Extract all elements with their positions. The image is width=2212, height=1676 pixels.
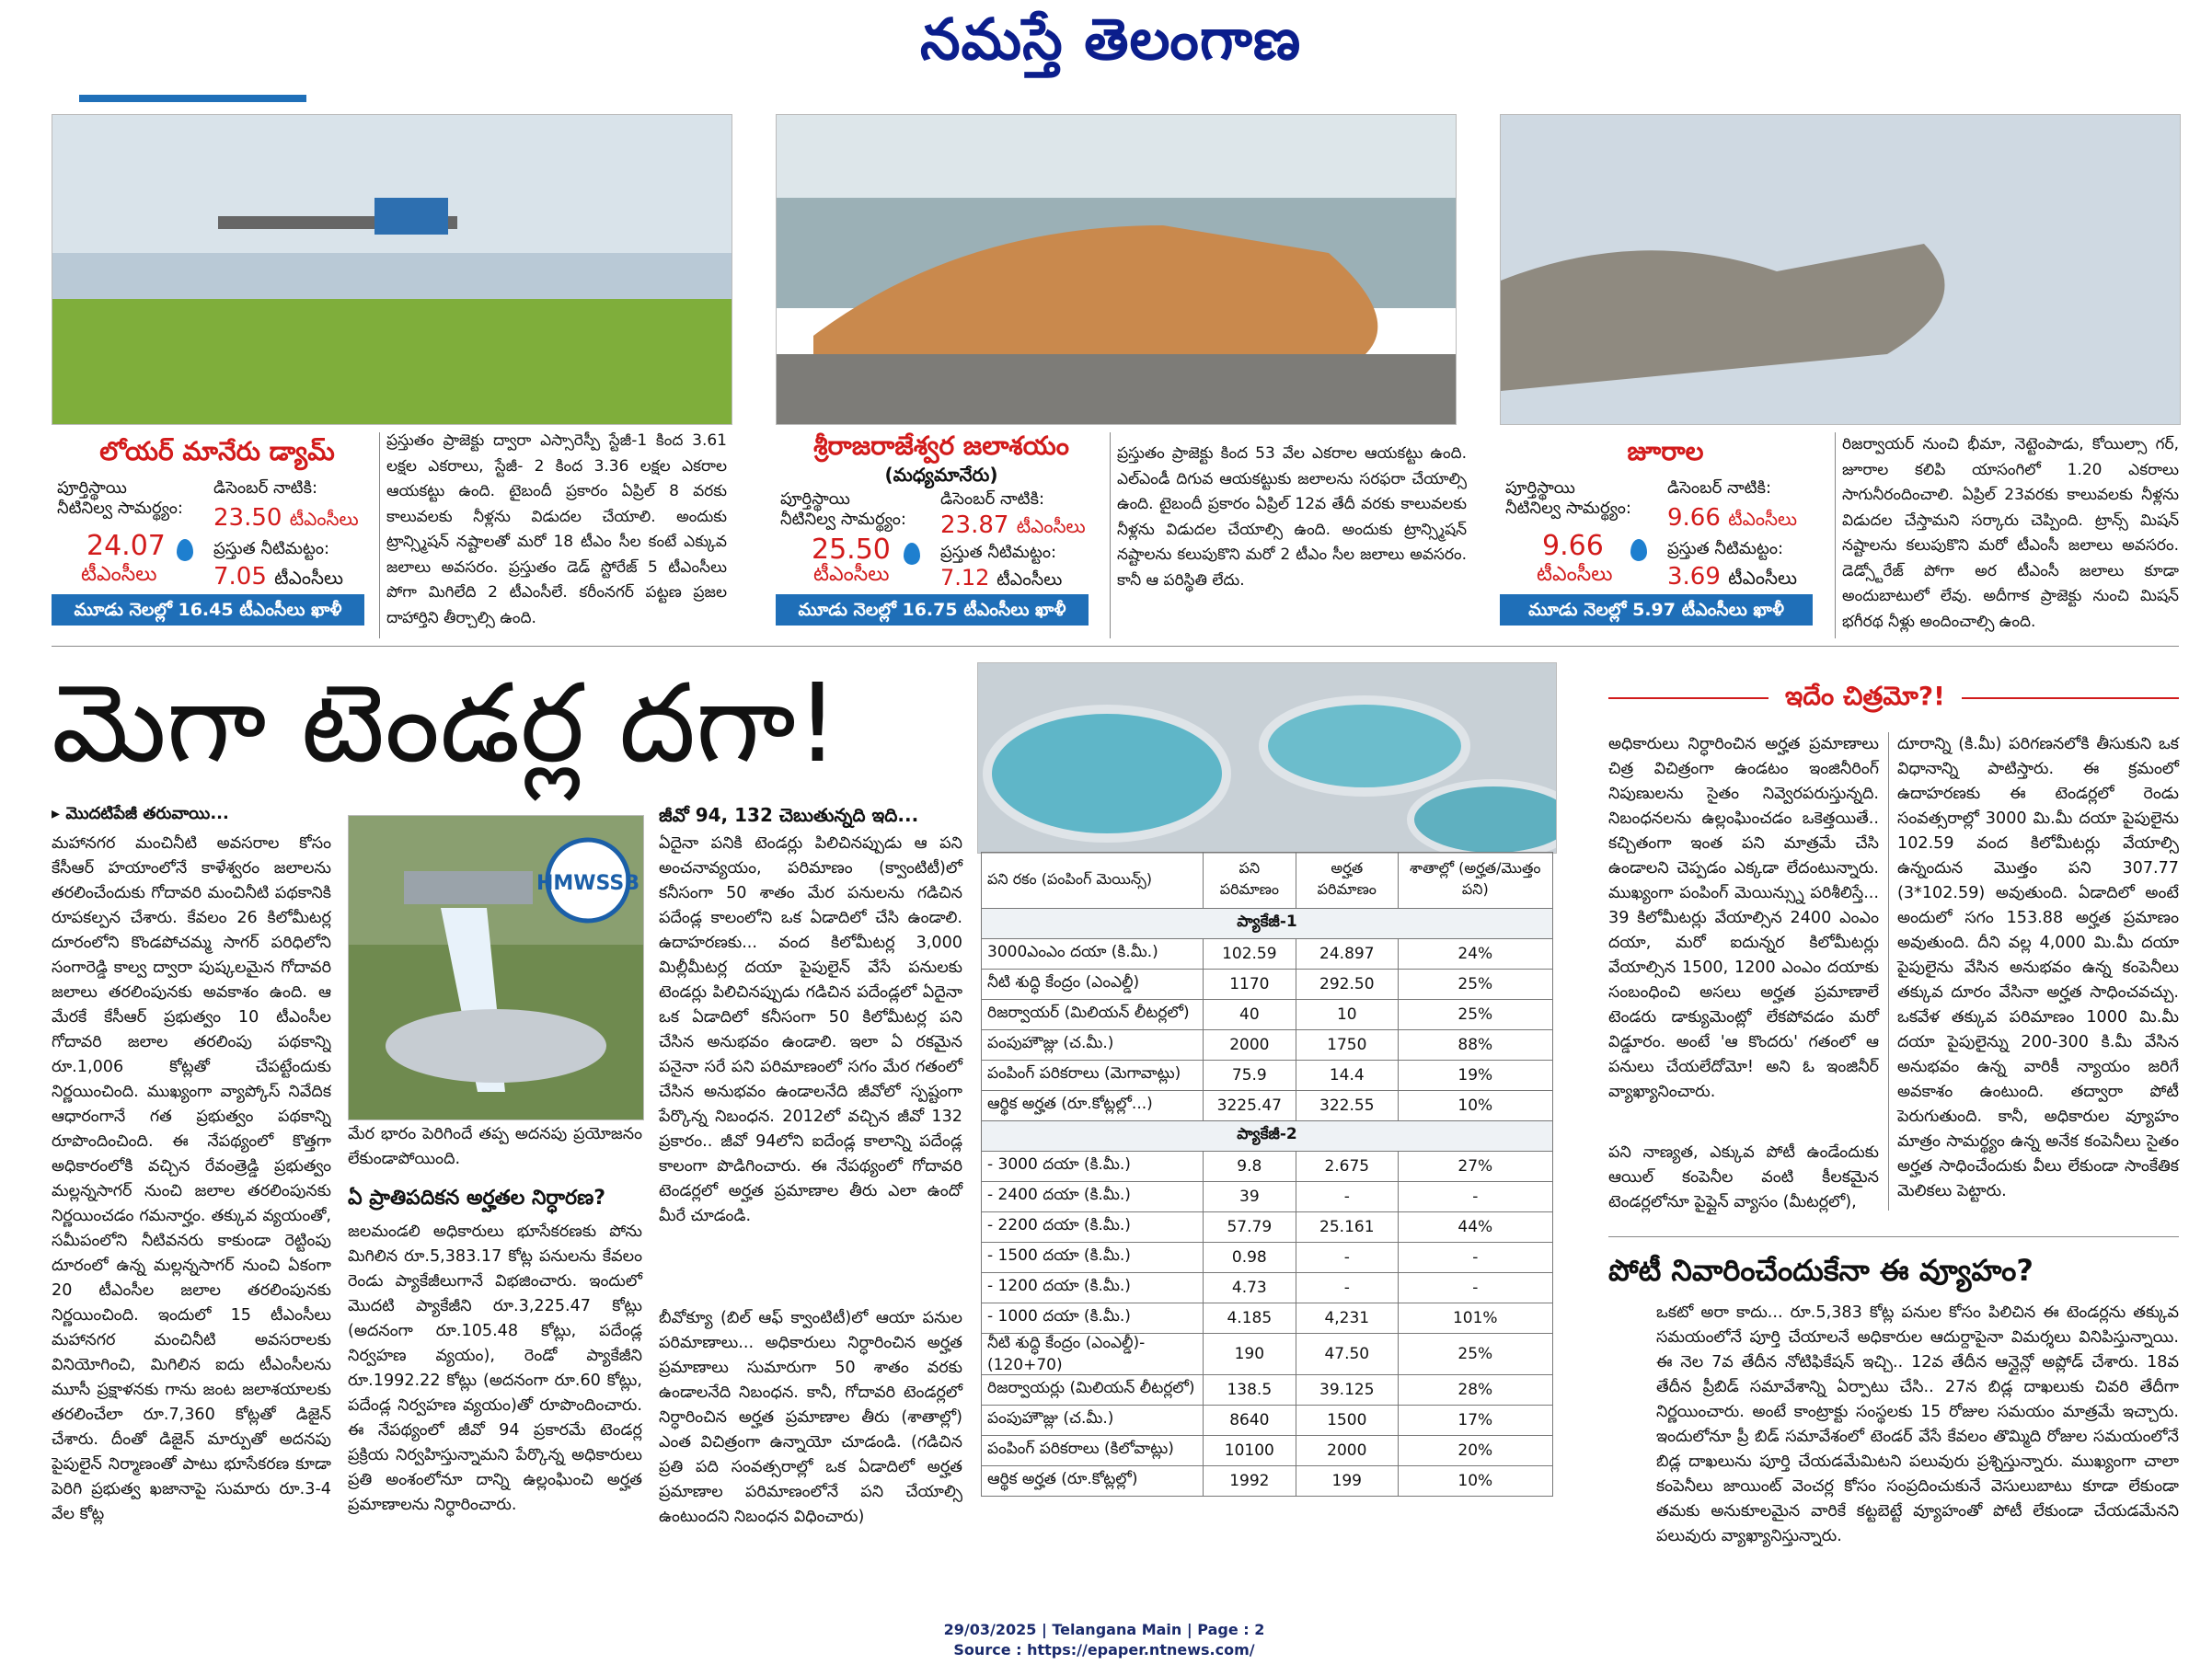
col3-text-2: బీవోక్యూ (బిల్ ఆఫ్ క్వాంటిటీ)లో ఆయా పనుల పరిమాణాలు... అధికారులు నిర్ధారించిన అర్హత ప్రమాణాలు సుమారుగా 50 శాతం వరకు ఉండాలనేది నిబంధన. కానీ, గోదావరి టెండర్లలో నిర్ధారించిన అర్హత ప్రమాణాల తీరు (శాతాల్లో) ఎంత విచిత్రంగా ఉన్నాయో చూడండి. (గడిచిన ప్రతి పది సంవత్సరాల్లో ఒక ఏడాదిలో అర్హత ప్రమాణాల పరిమాణంలోనే పని చేయాల్సి ఉంటుందని నిబంధన విధించారు)	[659, 1309, 962, 1526]
reservoir-1-name: లోయర్ మానేరు డ్యామ్	[99, 436, 335, 466]
table-row	[982, 1212, 1553, 1243]
table-header-row	[982, 853, 1553, 909]
section-divider	[1608, 697, 1768, 699]
table-row	[982, 1436, 1553, 1466]
table-cell: 44%	[1398, 1212, 1552, 1243]
reservoir-3-cur-unit: టీఎంసీలు	[1728, 567, 1798, 589]
table-cell: 25%	[1398, 1334, 1552, 1375]
table-row	[982, 1061, 1553, 1091]
reservoir-3-full-label-2: నీటినిల్వ సామర్థ్యం:	[1505, 499, 1631, 518]
reservoir-2-dec	[940, 511, 1086, 542]
table-cell: 75.9	[1203, 1061, 1296, 1091]
reservoir-3-dec-unit: టీఎంసీలు	[1728, 508, 1798, 530]
table-cell: 25%	[1398, 1000, 1552, 1030]
table-cell: 102.59	[1203, 939, 1296, 970]
reservoir-2-full-label-2: నీటినిల్వ సామర్థ్యం:	[780, 510, 906, 529]
table-cell: - 1000 దయా (కి.మీ.)	[982, 1303, 1204, 1334]
table-cell: 25.161	[1296, 1212, 1399, 1243]
reservoir-1-text: ప్రస్తుతం ప్రాజెక్టు ద్వారా ఎస్సారెస్పీ స్టేజీ-1 కింద 3.61 లక్షల ఎకరాలు, స్టేజీ- 2 కింద 3.36 లక్షల ఎకరాల ఆయకట్టు ఉంది. టైబందీ ప్రకారం ఏప్రిల్ 8 వరకు కాలువలకు నీళ్లను విడుదల చేయాలి. అందుకు ట్రాన్స్మిషన్ నష్టాలతో మరో 18 టీఎం సీల కంటే ఎక్కువ జలాలు అవసరం. ప్రస్తుతం డెడ్ స్టోరేజ్ 5 టీఎంసీలు పోగా మిగిలేది 2 టీఎంసీలే. కరీంనగర్ పట్టణ ప్రజల దాహార్తిని తీర్చాల్సి ఉంది.	[386, 431, 727, 627]
divider	[1835, 432, 1836, 638]
continued-label	[52, 804, 229, 827]
table-cell: 28%	[1398, 1375, 1552, 1406]
reservoir-3-full-unit: టీఎంసీలు	[1537, 563, 1613, 586]
table-package-row	[982, 909, 1553, 939]
table-cell: 2000	[1296, 1436, 1399, 1466]
divider	[1888, 732, 1889, 1211]
table-cell: 24%	[1398, 939, 1552, 970]
table-cell: 24.897	[1296, 939, 1399, 970]
table-cell: 2000	[1203, 1030, 1296, 1061]
table-package-label: ప్యాకేజీ-2	[982, 1121, 1553, 1152]
table-cell: 25%	[1398, 970, 1552, 1000]
reservoir-3-name: జూరాల	[1627, 436, 1704, 466]
col2-heading: ఏ ప్రాతిపదికన అర్హతల నిర్ధారణ?	[348, 1187, 606, 1210]
right-heading: పోటీ నివారించేందుకేనా ఈ వ్యూహం?	[1608, 1253, 2033, 1288]
reservoir-3-full-value: 9.66	[1542, 530, 1604, 562]
table-cell: 9.8	[1203, 1152, 1296, 1182]
reservoir-1-dec-value: 23.50	[213, 504, 282, 532]
table-cell: - 1500 దయా (కి.మీ.)	[982, 1243, 1204, 1273]
table-row	[982, 1152, 1553, 1182]
table-cell: 322.55	[1296, 1091, 1399, 1121]
table-cell: 10	[1296, 1000, 1399, 1030]
svg-text:HMWSSB: HMWSSB	[536, 872, 640, 895]
table-cell: 199	[1296, 1466, 1399, 1497]
table-row	[982, 1243, 1553, 1273]
reservoir-1-full-label-1: పూర్తిస్థాయి	[57, 478, 127, 498]
table-cell: -	[1296, 1273, 1399, 1303]
table-row	[982, 1334, 1553, 1375]
table-cell: 1992	[1203, 1466, 1296, 1497]
table-cell: 1170	[1203, 970, 1296, 1000]
right-col1-text: అధికారులు నిర్ధారించిన అర్హత ప్రమాణాలు చిత్ర విచిత్రంగా ఉండటం ఇంజినీరింగ్ నిపుణులను సైతం నివ్వెరపరుస్తున్నది. నిబంధనలను ఉల్లంఘించడం ఒకెత్తయితే.. కచ్చితంగా ఇంత పని మాత్రమే చేసి ఉండాలని చెప్పడం ఎక్కడా లేదంటున్నారు. ముఖ్యంగా పంపింగ్ మెయిన్స్ను పరిశీలిస్తే... 39 కిలోమీటర్లు వేయాల్సిన 2400 ఎంఎం దయా, మరో ఐదున్నర కిలోమీటర్లు వేయాల్సిన 1500, 1200 ఎంఎం దయాకు సంబంధించి అసలు అర్హత ప్రమాణాలే టెండరు డాక్యుమెంట్లో లేకపోవడం మరో విడ్డూరం. అంటే 'ఆ కొందరు' గతంలో ఆ పనులు చేయలేదోమో! అని ఓ ఇంజినీర్ వ్యాఖ్యానించారు.	[1608, 735, 1879, 1101]
right-col2-text: దూరాన్ని (కి.మీ) పరిగణనలోకి తీసుకుని ఒక విధానాన్ని పాటిస్తారు. ఈ క్రమంలో ఉదాహరణకు ఈ టెండర్లలో రెండు సంవత్సరాల్లో 3000 మి.మీ దయా పైపులైను 102.59 వంద కిలోమీటర్లు వేయాల్సి ఉన్నందున మొత్తం పని 307.77 (3*102.59) అవుతుంది. ఏడాదిలో అంటే అందులో సగం 153.88 అర్హత ప్రమాణం అవుతుంది. దీని వల్ల 4,000 మి.మీ దయా పైపులైను వేసిన అనుభవం ఉన్న కంపెనీలు తక్కువ దూరం వేసినా అర్హత సాధించవచ్చు. ఒకవేళ తక్కువ పరిమాణం 1000 మి.మీ దయా పైపులైన్ను 200-300 కి.మీ వేసిన అనుభవం ఉన్న వారికీ న్యాయం జరిగే అవకాశం ఉంటుంది. తద్వారా పోటీ పెరుగుతుంది. కానీ, అధికారుల వ్యూహం మాత్రం సామర్థ్యం ఉన్న అనేక కంపెనీలు సైతం అర్హత సాధించేందుకు వీలు లేకుండా సాంకేతిక మెలికలు పెట్టారు.	[1897, 735, 2179, 1200]
reservoir-2-full-label-1: పూర్తిస్థాయి	[780, 489, 850, 509]
table-cell: పని రకం (పంపింగ్ మెయిన్స్)	[982, 853, 1204, 909]
table-cell: 88%	[1398, 1030, 1552, 1061]
water-drop-icon	[1630, 539, 1647, 561]
table-cell: -	[1398, 1182, 1552, 1212]
eligibility-table	[981, 852, 1553, 1497]
table-cell: - 3000 దయా (కి.మీ.)	[982, 1152, 1204, 1182]
reservoir-2-full-label	[780, 489, 906, 530]
reservoir-2-dec-value: 23.87	[940, 511, 1009, 539]
table-cell: - 2200 దయా (కి.మీ.)	[982, 1212, 1204, 1243]
table-cell: పని పరిమాణం	[1203, 853, 1296, 909]
reservoir-1-full-label	[57, 478, 183, 519]
water-tap-photo	[348, 815, 644, 1120]
reservoir-3-full-label	[1505, 478, 1631, 519]
table-cell: -	[1296, 1182, 1399, 1212]
masthead: నమస్తే తెలంగాణ	[920, 6, 1302, 73]
headline: మెగా టెండర్ల దగా!	[52, 660, 840, 786]
table-cell: 4.73	[1203, 1273, 1296, 1303]
table-cell: -	[1296, 1243, 1399, 1273]
reservoir-2-sub: (మధ్యమానేరు)	[884, 464, 998, 486]
reservoir-3-strip: మూడు నెలల్లో 5.97 టీఎంసీలు ఖాళీ	[1500, 594, 1813, 626]
reservoir-1-cur-label: ప్రస్తుత నీటిమట్టం:	[213, 539, 330, 558]
table-cell: 3000ఎంఎం దయా (కి.మీ.)	[982, 939, 1204, 970]
reservoir-1-full-label-2: నీటినిల్వ సామర్థ్యం:	[57, 499, 183, 518]
table-cell: 57.79	[1203, 1212, 1296, 1243]
table-cell: శాతాల్లో (అర్హత/మొత్తం పని)	[1398, 853, 1552, 909]
reservoir-3-cur-value: 3.69	[1667, 563, 1721, 591]
table-row	[982, 1375, 1553, 1406]
reservoir-photo-2	[776, 114, 1457, 425]
table-cell: - 1200 దయా (కి.మీ.)	[982, 1273, 1204, 1303]
reservoir-1-dec-unit: టీఎంసీలు	[289, 508, 359, 530]
table-cell: పంపింగ్ పరికరాలు (కిలోవాట్లు)	[982, 1436, 1204, 1466]
table-cell: 8640	[1203, 1406, 1296, 1436]
reservoir-3-dec	[1667, 504, 1797, 534]
table-cell: 0.98	[1203, 1243, 1296, 1273]
reservoir-3-cur	[1667, 563, 1797, 593]
reservoir-1-dec-label: డిసెంబర్ నాటికి:	[213, 478, 318, 498]
table-cell: అర్హత పరిమాణం	[1296, 853, 1399, 909]
table-cell: 190	[1203, 1334, 1296, 1375]
table-row	[982, 1273, 1553, 1303]
reservoir-3-text: రిజర్వాయర్ నుంచి భీమా, నెట్టెంపాడు, కోయిల్సా గర్, జూరాల కలిపి యాసంగిలో 1.20 ఎకరాలు సాగునీరందించాలి. ఏప్రిల్ 23వరకు కాలువలకు నీళ్లను విడుదల చేస్తామని సర్కారు చెప్పింది. ట్రాన్స్ మిషన్ నష్టాలను కలుపుకొని మరో టీఎంసీ జలాలు అవసరం. డెడ్స్టోరేజ్ పోగా అర టీఎంసీ జలాలు కూడా అందుబాటులో లేవు. అదీగాక ప్రాజెక్టు నుంచి మిషన్ భగీరథ నీళ్లు అందించాల్సి ఉంది.	[1842, 435, 2179, 631]
water-drop-icon	[177, 539, 193, 561]
reservoir-3-dec-value: 9.66	[1667, 504, 1721, 532]
col1-text: మహానగర మంచినీటి అవసరాల కోసం కేసీఆర్ హయాంలోనే కాళేశ్వరం జలాలను తరలించేందుకు గోదావరి మంచినీటి పథకానికి రూపకల్పన చేశారు. కేవలం 26 కిలోమీటర్ల దూరంలోని కొండపోచమ్మ సాగర్ పరిధిలోని సంగారెడ్డి కాల్వ ద్వారా పుష్కలమైన గోదావరి జలాలు తరలింపునకు అవకాశం ఉంది. ఆ మేరకే కేసీఆర్ ప్రభుత్వం 10 టీఎంసీల గోదావరి జలాల తరలింపు పథకాన్ని రూ.1,006 కోట్లతో చేపట్టేందుకు నిర్ణయించింది. ముఖ్యంగా వ్యాప్కోస్ నివేదిక ఆధారంగానే గత ప్రభుత్వం పథకాన్ని రూపొందించింది. ఈ నేపథ్యంలో కొత్తగా అధికారంలోకి వచ్చిన రేవంత్రెడ్డి ప్రభుత్వం మల్లన్నసాగర్ నుంచి జలాల తరలింపునకు నిర్ణయించడం గమనార్హం. తక్కువ వ్యయంతో, సమీపంలోని నీటివనరు కాకుండా రెట్టింపు దూరంలో ఉన్న మల్లన్నసాగర్ నుంచి ఏకంగా 20 టీఎంసీల జలాల తరలింపునకు నిర్ణయించింది. ఇందులో 15 టీఎంసీలు మహానగర మంచినీటి అవసరాలకు వినియోగించి, మిగిలిన ఐదు టీఎంసీలను మూసీ ప్రక్షాళనకు గాను జంట జలాశయాలకు తరలించేలా రూ.7,360 కోట్లతో డిజైన్ చేశారు. దీంతో డిజైన్ మార్పుతో అదనపు పైపులైన్ నిర్మాణంతో పాటు భూసేకరణ కూడా పెరిగి ప్రభుత్వ ఖజానాపై సుమారు రూ.3-4 వేల కోట్ల	[52, 834, 331, 1523]
table-cell: రిజర్వాయర్ (మిలియన్ లీటర్లలో)	[982, 1000, 1204, 1030]
table-cell: 1750	[1296, 1030, 1399, 1061]
table-cell: 1500	[1296, 1406, 1399, 1436]
table-package-row	[982, 1121, 1553, 1152]
reservoir-2-cur	[940, 565, 1062, 594]
table-cell: పంపింగ్ పరికరాలు (మెగావాట్లు)	[982, 1061, 1204, 1091]
table-cell: 292.50	[1296, 970, 1399, 1000]
footer-date: 29/03/2025 | Telangana Main | Page : 2	[943, 1621, 1265, 1638]
reservoir-2-text: ప్రస్తుతం ప్రాజెక్టు కింద 53 వేల ఎకరాల ఆయకట్టు ఉంది. ఎల్ఎండీ దిగువ ఆయకట్టుకు జలాలను సరఫరా చేయాల్సి ఉంది. టైబందీ ప్రకారం ఏప్రిల్ 12వ తేదీ వరకు కాలువలకు నీళ్లను విడుదల చేయాల్సి ఉంది. అందుకు ట్రాన్స్మిషన్ నష్టాలను కలుపుకొని మరో 2 టీఎం సీల జలాలు అవసరం. కానీ ఆ పరిస్థితి లేదు.	[1117, 444, 1467, 590]
reservoir-2-dec-label: డిసెంబర్ నాటికి:	[940, 489, 1045, 509]
table-row	[982, 1091, 1553, 1121]
table-row	[982, 1466, 1553, 1497]
reservoir-1-full-unit: టీఎంసీలు	[81, 563, 157, 586]
right-label: ఇదేం చిత్రమో?!	[1785, 681, 1945, 711]
table-cell: పంపుహౌజ్లు (చ.మీ.)	[982, 1030, 1204, 1061]
footer-source: Source : https://epaper.ntnews.com/	[953, 1641, 1255, 1659]
table-row	[982, 939, 1553, 970]
section-divider	[52, 646, 2179, 647]
chevron-right-icon: ▸	[52, 804, 66, 823]
divider	[1110, 432, 1111, 638]
table-cell: నీటి శుద్ధి కేంద్రం (ఎంఎల్డీ)	[982, 970, 1204, 1000]
col2-text: జలమండలి అధికారులు భూసేకరణకు పోను మిగిలిన రూ.5,383.17 కోట్ల పనులను కేవలం రెండు ప్యాకేజీలుగానే విభజించారు. ఇందులో మొదటి ప్యాకేజీని రూ.3,225.47 కోట్లు (అదనంగా రూ.105.48 కోట్లు, పదేండ్ల నిర్వహణ వ్యయం), రెండో ప్యాకేజీని రూ.1992.22 కోట్లు (అదనంగా రూ.60 కోట్లు, పదేండ్ల నిర్వహణ వ్యయం)తో రూపొందించారు. ఈ నేపథ్యంలో జీవో 94 ప్రకారమే టెండర్ల ప్రక్రియ నిర్వహిస్తున్నామని పేర్కొన్న అధికారులు ప్రతి అంశంలోనూ దాన్ని ఉల్లంఘించి అర్హత ప్రమాణాలను నిర్ధారించారు.	[348, 1223, 642, 1514]
table-cell: 47.50	[1296, 1334, 1399, 1375]
section-divider	[1608, 1236, 2179, 1237]
reservoir-1-cur	[213, 563, 343, 593]
reservoir-1-dec	[213, 504, 359, 534]
reservoir-3-dec-label: డిసెంబర్ నాటికి:	[1667, 478, 1772, 498]
table-row	[982, 970, 1553, 1000]
table-cell: 2.675	[1296, 1152, 1399, 1182]
table-cell: ఆర్థిక అర్హత (రూ.కోట్లల్లో)	[982, 1466, 1204, 1497]
eligibility-table-grid	[981, 852, 1553, 1497]
reservoir-3-full-label-1: పూర్తిస్థాయి	[1505, 478, 1575, 498]
table-cell: -	[1398, 1273, 1552, 1303]
table-cell: 40	[1203, 1000, 1296, 1030]
table-cell: 4.185	[1203, 1303, 1296, 1334]
reservoir-photo-1	[52, 114, 732, 425]
section-divider	[1962, 697, 2179, 699]
table-cell: 10100	[1203, 1436, 1296, 1466]
right-col1b-text: పని నాణ్యత, ఎక్కువ పోటీ ఉండేందుకు ఆయిల్ కంపెనీల వంటి కీలకమైన టెండర్లలోనూ పైప్లైన్ వ్యాసం (మీటర్లలో),	[1608, 1143, 1879, 1211]
table-cell: 101%	[1398, 1303, 1552, 1334]
reservoir-1-full-value: 24.07	[86, 530, 166, 562]
reservoir-2-full-unit: టీఎంసీలు	[813, 563, 890, 586]
reservoir-photo-3	[1500, 114, 2181, 425]
table-cell: -	[1398, 1243, 1552, 1273]
water-treatment-photo	[977, 662, 1557, 854]
table-row	[982, 1182, 1553, 1212]
reservoir-2-cur-value: 7.12	[940, 565, 990, 591]
divider	[379, 432, 380, 638]
table-cell: 19%	[1398, 1061, 1552, 1091]
table-cell: 4,231	[1296, 1303, 1399, 1334]
reservoir-1-strip: మూడు నెలల్లో 16.45 టీఎంసీలు ఖాళీ	[52, 594, 364, 626]
reservoir-1-cur-value: 7.05	[213, 563, 267, 591]
table-cell: నీటి శుద్ధి కేంద్రం (ఎంఎల్డీ)-(120+70)	[982, 1334, 1204, 1375]
table-cell: 27%	[1398, 1152, 1552, 1182]
table-row	[982, 1406, 1553, 1436]
table-row	[982, 1030, 1553, 1061]
table-cell: పంపుహౌజ్లు (చ.మీ.)	[982, 1406, 1204, 1436]
table-cell: ఆర్థిక అర్హత (రూ.కోట్లల్లో...)	[982, 1091, 1204, 1121]
table-cell: రిజర్వాయర్లు (మిలియన్ లీటర్లలో)	[982, 1375, 1204, 1406]
table-row	[982, 1303, 1553, 1334]
table-cell: 138.5	[1203, 1375, 1296, 1406]
water-drop-icon	[904, 543, 920, 565]
reservoir-2-cur-unit: టీఎంసీలు	[997, 569, 1063, 590]
table-cell: 20%	[1398, 1436, 1552, 1466]
reservoir-2-name: శ్రీరాజరాజేశ్వర జలాశయం	[813, 430, 1069, 461]
reservoir-2-strip: మూడు నెలల్లో 16.75 టీఎంసీలు ఖాళీ	[776, 594, 1089, 626]
col3-text: ఏదైనా పనికి టెండర్లు పిలిచినప్పుడు ఆ పని అంచనావ్యయం, పరిమాణం (క్వాంటిటీ)లో కనీసంగా 50 శాతం మేర పనులను గడిచిన పదేండ్ల కాలంలోని ఒక ఏడాదిలో చేసి ఉండాలి. ఉదాహరణకు... వంద కిలోమీటర్ల 3,000 మిల్లీమీటర్ల దయా పైపులైన్ వేసే పనులకు టెండర్లు పిలిచినప్పుడు గడిచిన పదేండ్లలో ఏదైనా ఒక ఏడాదిలో కనీసంగా 50 కిలోమీటర్ల పని చేసిన అనుభవం ఉండాలి. ఇలా ఏ రకమైన పనైనా సరే పని పరిమాణంలో సగం మేర గతంలో చేసిన అనుభవం ఉండాలనేది జీవోలో స్పష్టంగా పేర్కొన్న నిబంధన. 2012లో వచ్చిన జీవో 132 ప్రకారం.. జీవో 94లోని ఐదేండ్ల కాలాన్ని పదేండ్ల కాలంగా పొడిగించారు. ఈ నేపథ్యంలో గోదావరి టెండర్లలో అర్హత ప్రమాణాల తీరు ఎలా ఉందో మీరే చూడండి.	[659, 834, 962, 1225]
table-cell: 14.4	[1296, 1061, 1399, 1091]
table-cell: 17%	[1398, 1406, 1552, 1436]
col3-heading: జీవో 94, 132 చెబుతున్నది ఇది...	[659, 804, 919, 826]
table-package-label: ప్యాకేజీ-1	[982, 909, 1553, 939]
col2-top-text: మేర భారం పెరిగిందే తప్ప అదనపు ప్రయోజనం లేకుండాపోయింది.	[348, 1125, 642, 1168]
reservoir-3-cur-label: ప్రస్తుత నీటిమట్టం:	[1667, 539, 1784, 558]
masthead-accent-bar	[79, 95, 306, 102]
table-row	[982, 1000, 1553, 1030]
table-cell: 39.125	[1296, 1375, 1399, 1406]
table-cell: - 2400 దయా (కి.మీ.)	[982, 1182, 1204, 1212]
reservoir-1-cur-unit: టీఎంసీలు	[274, 567, 344, 589]
table-cell: 10%	[1398, 1466, 1552, 1497]
reservoir-2-dec-unit: టీఎంసీలు	[1016, 515, 1086, 537]
table-cell: 10%	[1398, 1091, 1552, 1121]
reservoir-2-full-value: 25.50	[812, 534, 891, 566]
reservoir-2-cur-label: ప్రస్తుత నీటిమట్టం:	[940, 543, 1057, 562]
continued-text: మొదటిపేజీ తరువాయి...	[65, 804, 229, 823]
table-cell: 3225.47	[1203, 1091, 1296, 1121]
table-cell: 39	[1203, 1182, 1296, 1212]
right-bottom-text: ఒకటో అరా కాదు... రూ.5,383 కోట్ల పనుల కోసం పిలిచిన ఈ టెండర్లను తక్కువ సమయంలోనే పూర్తి చేయాలనే అధికారుల ఆదుర్దాపైనా విమర్శలు వినిపిస్తున్నాయి. ఈ నెల 7వ తేదీన నోటిఫికేషన్ ఇచ్చి.. 12వ తేదీన ఆన్లైన్లో అప్లోడ్ చేశారు. 18వ తేదీన ప్రీబిడ్ సమావేశాన్ని ఏర్పాటు చేసి.. 27న బిడ్ల దాఖలుకు చివరి తేదీగా నిర్ణయించారు. అంటే కాంట్రాక్టు సంస్థలకు 15 రోజుల సమయం మాత్రమే ఇచ్చారు. ఇందులోనూ ప్రీ బిడ్ సమావేశంలో టెండర్ వేసే కేవలం తొమ్మిది రోజుల సమయంలోనే బిడ్ల దాఖలును పూర్తి చేయడమేమిటని పలువురు ప్రశ్నిస్తున్నారు. ముఖ్యంగా చాలా కంపెనీలు జాయింట్ వెంచర్ల కోసం సంప్రదించుకునే వెసులుబాటు కూడా లేకుండా తమకు అనుకూలమైన వారికే కట్టబెట్టే వ్యూహంతో పోటీ లేకుండా చేయడమేనని పలువురు వ్యాఖ్యానిస్తున్నారు.	[1656, 1303, 2179, 1545]
